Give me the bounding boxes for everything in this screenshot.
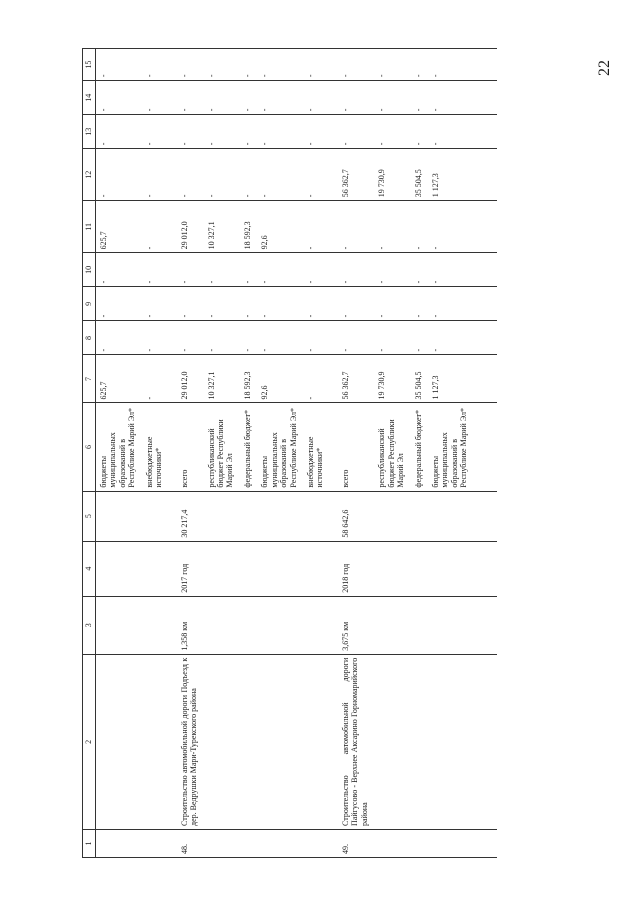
table-cell: - xyxy=(168,253,203,287)
table-cell xyxy=(410,541,427,596)
table-cell xyxy=(203,654,239,829)
table-cell xyxy=(203,596,239,654)
table-cell xyxy=(410,829,427,857)
table-cell xyxy=(427,541,497,596)
table-cell xyxy=(141,654,168,829)
table-cell: - xyxy=(141,287,168,321)
table-cell xyxy=(302,541,329,596)
table-cell: - xyxy=(329,253,373,287)
table-cell: - xyxy=(410,253,427,287)
table-cell: - xyxy=(141,149,168,201)
table-cell xyxy=(203,491,239,541)
table-cell: - xyxy=(410,115,427,149)
table-cell: - xyxy=(141,253,168,287)
table-cell: - xyxy=(373,253,409,287)
table-cell xyxy=(427,829,497,857)
header-cell: 4 xyxy=(83,541,96,596)
table-cell: - xyxy=(239,49,256,81)
table-cell: - xyxy=(329,115,373,149)
table-cell xyxy=(302,654,329,829)
table-cell: 10 327,1 xyxy=(203,201,239,253)
table-cell: - xyxy=(168,115,203,149)
table-cell: 625,7 xyxy=(96,201,141,253)
table-cell: - xyxy=(256,49,302,81)
table-cell: - xyxy=(203,321,239,355)
table-row xyxy=(373,49,409,858)
table-cell: - xyxy=(256,321,302,355)
table-cell: - xyxy=(256,287,302,321)
table-cell xyxy=(239,491,256,541)
table-cell: 625,7 xyxy=(96,355,141,403)
table-cell xyxy=(427,491,497,541)
table-cell xyxy=(373,654,409,829)
table-cell: - xyxy=(427,287,497,321)
table-cell xyxy=(256,541,302,596)
header-cell: 1 xyxy=(83,829,96,857)
table-cell: - xyxy=(302,115,329,149)
page-number: 22 xyxy=(596,60,613,76)
header-cell: 8 xyxy=(83,321,96,355)
header-cell: 6 xyxy=(83,403,96,491)
table-cell: - xyxy=(302,287,329,321)
table-cell: 29 012,0 xyxy=(168,201,203,253)
header-cell: 13 xyxy=(83,115,96,149)
table-cell: федеральный бюджет* xyxy=(410,403,427,491)
table-cell: - xyxy=(373,321,409,355)
table-cell: - xyxy=(203,81,239,115)
table-cell: 92,6 xyxy=(256,355,302,403)
table-cell: - xyxy=(239,253,256,287)
table-cell xyxy=(141,829,168,857)
table-cell: 35 504,5 xyxy=(410,149,427,201)
table-cell: - xyxy=(373,49,409,81)
table-cell: - xyxy=(203,287,239,321)
table-cell xyxy=(239,654,256,829)
table-cell xyxy=(239,541,256,596)
table-cell xyxy=(203,829,239,857)
table-cell: 1 127,3 xyxy=(427,149,497,201)
header-cell: 9 xyxy=(83,287,96,321)
table-cell: бюджеты муниципальных образований в Республике Марий Эл* xyxy=(256,403,302,491)
table-cell: 19 730,9 xyxy=(373,149,409,201)
table-cell: 19 730,9 xyxy=(373,355,409,403)
table-cell: 2018 год xyxy=(329,541,373,596)
table-cell: всего xyxy=(329,403,373,491)
table-cell: - xyxy=(96,81,141,115)
table-cell: - xyxy=(141,81,168,115)
table-cell: - xyxy=(410,81,427,115)
table-cell: - xyxy=(141,355,168,403)
table-cell xyxy=(203,541,239,596)
table-cell: - xyxy=(141,321,168,355)
table-cell xyxy=(256,829,302,857)
table-cell xyxy=(96,654,141,829)
table-cell xyxy=(96,491,141,541)
table-cell xyxy=(256,654,302,829)
table-cell: - xyxy=(302,81,329,115)
table-row xyxy=(141,49,168,858)
table-row xyxy=(256,49,302,858)
table-cell: - xyxy=(329,287,373,321)
table-row xyxy=(329,49,373,858)
table-cell: 56 362,7 xyxy=(329,149,373,201)
table-cell: 30 217,4 xyxy=(168,491,203,541)
table-cell: Строительство автомобильной дороги Пайгусово - Верхнее Аксарино Горномарийского района xyxy=(329,654,373,829)
table-cell: - xyxy=(168,81,203,115)
table-cell: - xyxy=(427,115,497,149)
table-cell: - xyxy=(302,149,329,201)
table-cell: - xyxy=(168,49,203,81)
table-cell: - xyxy=(203,149,239,201)
table-row xyxy=(203,49,239,858)
header-cell: 3 xyxy=(83,596,96,654)
table-cell: - xyxy=(256,115,302,149)
table-cell: 18 592,3 xyxy=(239,201,256,253)
table-cell xyxy=(302,829,329,857)
table-cell: - xyxy=(203,253,239,287)
table-cell: 35 504,5 xyxy=(410,355,427,403)
table-cell: - xyxy=(203,49,239,81)
table-row xyxy=(410,49,427,858)
budget-table xyxy=(82,48,497,858)
table-cell: бюджеты муниципальных образований в Республике Марий Эл* xyxy=(427,403,497,491)
table-cell xyxy=(373,596,409,654)
table-cell: 1 127,3 xyxy=(427,355,497,403)
table-cell: - xyxy=(373,201,409,253)
table-cell: - xyxy=(96,49,141,81)
table-cell: - xyxy=(96,321,141,355)
table-cell xyxy=(141,596,168,654)
table-cell xyxy=(141,541,168,596)
header-cell: 5 xyxy=(83,491,96,541)
table-cell: - xyxy=(203,115,239,149)
header-cell: 7 xyxy=(83,355,96,403)
table-cell: - xyxy=(141,49,168,81)
table-cell xyxy=(410,596,427,654)
table-row xyxy=(168,49,203,858)
table-cell: - xyxy=(239,321,256,355)
header-cell: 15 xyxy=(83,49,96,81)
rotated-page-content xyxy=(82,48,540,858)
header-cell: 2 xyxy=(83,654,96,829)
header-cell: 10 xyxy=(83,253,96,287)
table-row xyxy=(96,49,141,858)
table-cell: внебюджетные источники* xyxy=(302,403,329,491)
table-body xyxy=(96,49,497,858)
table-cell: - xyxy=(373,81,409,115)
header-cell: 11 xyxy=(83,201,96,253)
table-cell: всего xyxy=(168,403,203,491)
table-cell xyxy=(302,596,329,654)
table-cell: - xyxy=(427,81,497,115)
table-cell xyxy=(427,654,497,829)
table-cell: - xyxy=(96,287,141,321)
table-cell: 92,6 xyxy=(256,201,302,253)
table-cell: - xyxy=(427,201,497,253)
table-cell: - xyxy=(256,253,302,287)
table-cell: - xyxy=(427,49,497,81)
header-row xyxy=(83,49,96,858)
table-cell: - xyxy=(329,49,373,81)
table-cell: - xyxy=(329,321,373,355)
table-cell xyxy=(410,654,427,829)
table-cell: бюджеты муниципальных образований в Республике Марий Эл* xyxy=(96,403,141,491)
table-cell: 29 012,0 xyxy=(168,355,203,403)
table-cell: - xyxy=(302,321,329,355)
table-cell: - xyxy=(168,149,203,201)
table-cell: - xyxy=(256,149,302,201)
table-cell: - xyxy=(96,149,141,201)
table-cell: - xyxy=(141,115,168,149)
table-cell: - xyxy=(96,115,141,149)
table-cell: - xyxy=(141,201,168,253)
table-cell: 56 362,7 xyxy=(329,355,373,403)
table-row xyxy=(239,49,256,858)
table-cell: - xyxy=(410,49,427,81)
table-cell: - xyxy=(427,321,497,355)
table-row xyxy=(427,49,497,858)
table-cell: 49. xyxy=(329,829,373,857)
table-cell: - xyxy=(410,321,427,355)
table-cell xyxy=(427,596,497,654)
table-cell: - xyxy=(96,253,141,287)
table-cell xyxy=(96,541,141,596)
table-cell xyxy=(373,541,409,596)
table-cell: 1,358 км xyxy=(168,596,203,654)
header-cell: 12 xyxy=(83,149,96,201)
table-cell: внебюджетные источники* xyxy=(141,403,168,491)
table-cell: 58 642,6 xyxy=(329,491,373,541)
table-cell: - xyxy=(373,287,409,321)
table-cell: - xyxy=(410,287,427,321)
table-cell xyxy=(239,596,256,654)
table-cell: - xyxy=(239,81,256,115)
table-cell: - xyxy=(329,81,373,115)
table-cell xyxy=(256,491,302,541)
table-cell xyxy=(410,491,427,541)
table-cell xyxy=(96,829,141,857)
table-cell: республиканский бюджет Республики Марий Эл xyxy=(203,403,239,491)
table-cell: 48. xyxy=(168,829,203,857)
header-cell: 14 xyxy=(83,81,96,115)
table-row xyxy=(302,49,329,858)
table-cell xyxy=(239,829,256,857)
table-cell: - xyxy=(168,321,203,355)
table-cell: - xyxy=(302,355,329,403)
table-cell xyxy=(96,596,141,654)
table-cell: Строительство автомобильной дороги Подъезд к дер. Ведрушки Мари-Турекского района xyxy=(168,654,203,829)
table-cell xyxy=(141,491,168,541)
table-cell: - xyxy=(410,201,427,253)
table-cell: республиканский бюджет Республики Марий Эл xyxy=(373,403,409,491)
table-cell: 18 592,3 xyxy=(239,355,256,403)
table-cell: - xyxy=(168,287,203,321)
table-cell xyxy=(373,491,409,541)
table-cell: 3,675 км xyxy=(329,596,373,654)
table-cell xyxy=(256,596,302,654)
table-cell xyxy=(302,491,329,541)
table-cell: - xyxy=(302,201,329,253)
table-cell: - xyxy=(329,201,373,253)
table-cell xyxy=(373,829,409,857)
table-cell: - xyxy=(239,287,256,321)
table-cell: 10 327,1 xyxy=(203,355,239,403)
table-cell: - xyxy=(427,253,497,287)
table-cell: - xyxy=(302,253,329,287)
table-cell: - xyxy=(373,115,409,149)
table-cell: - xyxy=(239,149,256,201)
table-cell: - xyxy=(256,81,302,115)
table-cell: - xyxy=(239,115,256,149)
table-cell: - xyxy=(302,49,329,81)
table-cell: федеральный бюджет* xyxy=(239,403,256,491)
table-cell: 2017 год xyxy=(168,541,203,596)
